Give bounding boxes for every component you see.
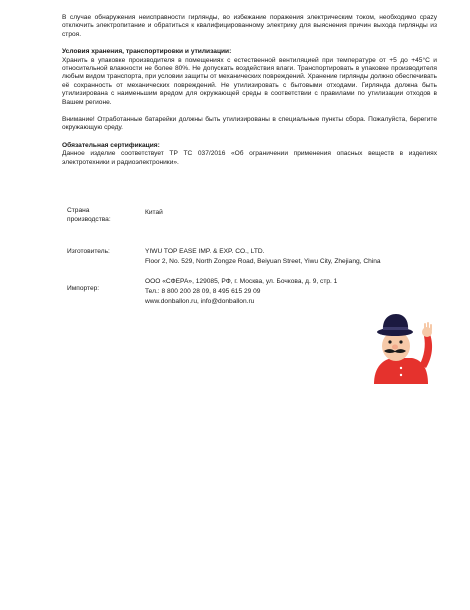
importer-contacts: www.donballon.ru, info@donballon.ru <box>145 298 255 305</box>
mascot-illustration <box>364 312 438 384</box>
mascot-arm <box>420 334 432 368</box>
storage-section <box>62 48 437 107</box>
manufacturer-address: Floor 2, No. 529, North Zongze Road, Beiyuan Street, Yiwu City, Zhejiang, China <box>145 258 381 265</box>
manufacturer-name: YIWU TOP EASE IMP. & EXP. CO., LTD. <box>145 248 265 255</box>
warning-paragraph: В случае обнаружения неисправности гирлянды, во избежание поражения электрическим током, необходимо срazy отключить электропитание и обратиться к квалифицированному электрику для выяснения причин выхода гирлянды из строя. <box>62 14 437 38</box>
importer-label: Импортер: <box>67 285 100 292</box>
storage-text: Хранить в упаковке производителя в помещениях с естественной вентиляцией при температуре от +5 до +45°С и относительной влажности не более 80%. Не допускать воздействия влаги. Транспортировать в упаковке производителя любым видом транспорта, при условии защиты от механических повреждений. Хранение гирлянды должно обеспечивать её сохранность от механических повреждений. Не утилизировать с бытовыми отходами. Гирлянда должна быть утилизирована с наименьшим вредом для окружающей среды в соответствии с правилами по утилизации отходов в Вашем регионе. <box>62 56 437 106</box>
manufacturer-label: Изготовитель: <box>67 248 110 255</box>
attention-paragraph: Внимание! Отработанные батарейки должны быть утилизированы в специальные пункты сбора. Пожалуйста, берегите окружающую среду. <box>62 116 437 132</box>
country-value-text: Китай <box>145 209 163 216</box>
document-body <box>62 14 437 176</box>
storage-heading: Условия хранения, транспортировки и утилизации: <box>62 48 232 56</box>
mascot-body <box>374 358 428 384</box>
country-label: Страна производства: <box>67 207 111 223</box>
importer-address: ООО «СФЕРА», 129085, РФ, г. Москва, ул. Бочкова, д. 9, стр. 1 <box>145 278 338 285</box>
importer-phone: Тел.: 8 800 200 28 09, 8 495 615 29 09 <box>145 288 261 295</box>
certification-section <box>62 142 437 167</box>
certification-heading: Обязательная сертификация: <box>62 141 160 149</box>
country-value <box>145 208 445 218</box>
importer-value <box>145 277 445 307</box>
manufacturer-value <box>145 247 445 267</box>
certification-text: Данное изделие соответствует ТР ТС 037/2016 «Об ограничении применения опасных веществ в изделиях электротехники и радиоэлектроники». <box>62 150 437 166</box>
